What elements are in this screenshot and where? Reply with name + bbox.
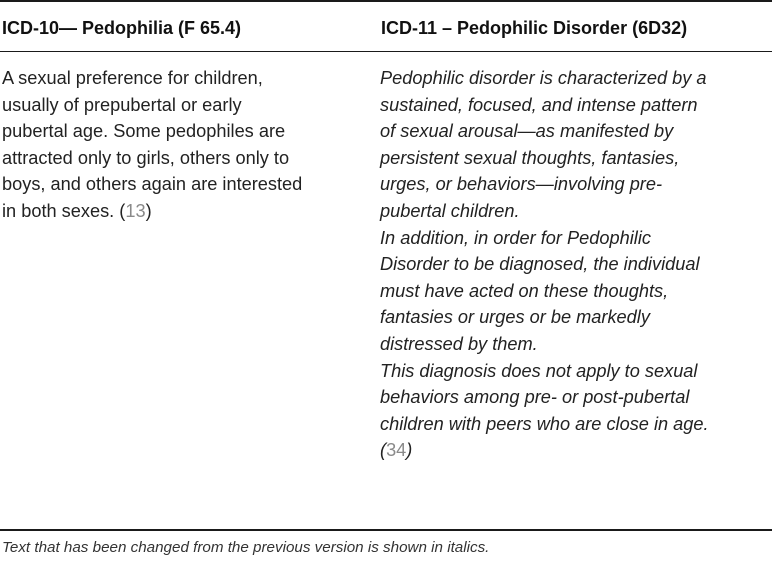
icd10-line: A sexual preference for children, (2, 68, 263, 88)
icd10-line: attracted only to girls, others only to (2, 147, 290, 168)
icd11-citation-line (380, 437, 772, 464)
icd10-definition-cell (2, 65, 364, 225)
icd11-line: sustained, focused, and intense pattern (380, 94, 698, 115)
icd11-line: persistent sexual thoughts, fantasies, (380, 147, 680, 168)
icd11-line: distressed by them. (380, 333, 538, 354)
icd10-line: usually of prepubertal or early (2, 94, 242, 115)
icd11-line: Disorder to be diagnosed, the individual (380, 254, 700, 275)
icd11-line: Pedophilic disorder is characterized by a (380, 68, 707, 88)
icd11-line: urges, or behaviors—involving pre- (380, 174, 663, 195)
icd11-definition-cell (380, 65, 772, 464)
header-rule (0, 51, 772, 52)
citation-link-13[interactable]: 13 (125, 200, 146, 221)
icd11-line: must have acted on these thoughts, (380, 280, 669, 301)
icd11-line: pubertal children. (380, 200, 520, 221)
icd10-line: pubertal age. Some pedophiles are (2, 121, 286, 142)
icd11-line: of sexual arousal—as manifested by (380, 121, 674, 142)
table-footnote: Text that has been changed from the previous version is shown in italics. (2, 539, 490, 556)
table-top-rule (0, 0, 772, 2)
citation-open: ( (380, 440, 387, 461)
icd10-last-line (2, 198, 364, 225)
icd11-line: In addition, in order for Pedophilic (380, 227, 651, 248)
icd11-line: fantasies or urges or be markedly (380, 307, 650, 328)
icd11-line: This diagnosis does not apply to sexual (380, 360, 698, 381)
table-bottom-rule (0, 529, 772, 531)
citation-link-34[interactable]: 34 (386, 440, 407, 461)
column-header-icd10: ICD-10— Pedophilia (F 65.4) (2, 18, 242, 38)
citation-close: ) (145, 200, 152, 221)
citation-close: ) (406, 440, 413, 461)
icd11-line: behaviors among pre- or post-pubertal (380, 387, 690, 408)
icd11-line: children with peers who are close in age. (380, 413, 709, 434)
column-header-icd11: ICD-11 – Pedophilic Disorder (6D32) (381, 18, 688, 38)
icd10-line: in both sexes. ( (2, 200, 126, 221)
icd10-line: boys, and others again are interested (2, 174, 303, 195)
